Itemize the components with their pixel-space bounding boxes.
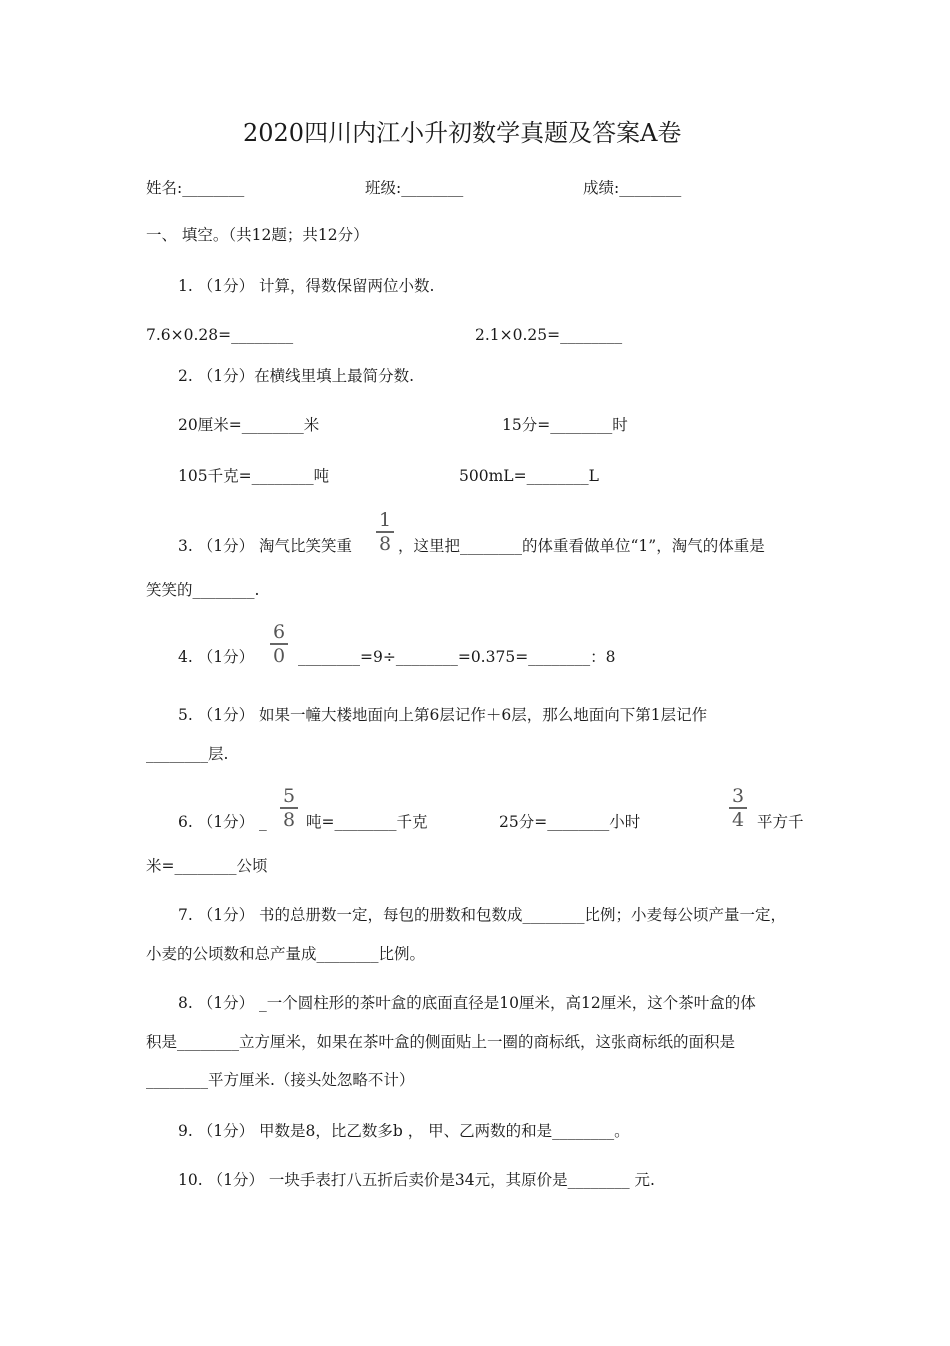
question-4-pre: 4. （1分） [178, 648, 255, 666]
class-field: 班级:________ [365, 179, 464, 197]
question-2-head: 2. （1分）在横线里填上最简分数. [178, 367, 415, 385]
page-title: 2020四川内江小升初数学真题及答案A卷 [243, 119, 682, 147]
fraction-5-8 [280, 786, 298, 830]
question-8-line3: ________平方厘米.（接头处忽略不计） [146, 1071, 415, 1089]
fraction-3-4 [729, 786, 747, 830]
question-8-line2: 积是________立方厘米，如果在茶叶盒的侧面贴上一圈的商标纸，这张商标纸的面积是 [146, 1033, 736, 1051]
question-4-post: ________=9÷________=0.375=________：8 [298, 648, 616, 666]
question-2-d: 500mL=________L [459, 467, 599, 485]
fraction-denominator: 0 [272, 644, 286, 667]
question-8-line1: 8. （1分） _一个圆柱形的茶叶盒的底面直径是10厘米，高12厘米，这个茶叶盒的体 [178, 994, 756, 1012]
section-heading: 一、 填空。（共12题；共12分） [146, 226, 369, 244]
question-1-b: 2.1×0.25=________ [475, 326, 623, 344]
question-7-line1: 7. （1分） 书的总册数一定，每包的册数和包数成________比例；小麦每公顷产量一定， [178, 906, 787, 924]
fraction-denominator: 8 [282, 808, 296, 831]
fraction-1-8 [376, 510, 394, 554]
name-field: 姓名:________ [146, 179, 245, 197]
question-5-line2: ________层. [146, 745, 229, 763]
question-10-line1: 10. （1分） 一块手表打八五折后卖价是34元，其原价是________ 元. [178, 1171, 655, 1189]
fraction-numerator: 1 [378, 509, 392, 531]
question-6-line2: 米=________公顷 [146, 857, 268, 875]
question-2-c: 105千克=________吨 [178, 467, 330, 485]
question-1-head: 1. （1分） 计算，得数保留两位小数. [178, 277, 435, 295]
fraction-6-0 [270, 622, 288, 666]
question-5-line1: 5. （1分） 如果一幢大楼地面向上第6层记作＋6层，那么地面向下第1层记作 [178, 706, 708, 724]
question-6-mid2: 25分=________小时 [499, 813, 641, 831]
question-6-post: 平方千 [757, 813, 804, 831]
question-2-b: 15分=________时 [502, 416, 628, 434]
question-3-line2: 笑笑的________. [146, 581, 260, 599]
fraction-denominator: 8 [378, 532, 392, 555]
question-9-line1: 9. （1分） 甲数是8，比乙数多b ， 甲、乙两数的和是________。 [178, 1122, 630, 1140]
fraction-numerator: 6 [272, 621, 286, 643]
fraction-numerator: 3 [731, 785, 745, 807]
fraction-denominator: 4 [731, 808, 745, 831]
question-6-pre: 6. （1分） _ [178, 813, 267, 831]
question-6-mid1: 吨=________千克 [306, 813, 428, 831]
fraction-numerator: 5 [282, 785, 296, 807]
question-3-pre: 3. （1分） 淘气比笑笑重 [178, 537, 353, 555]
question-1-a: 7.6×0.28=________ [146, 326, 294, 344]
score-field: 成绩:________ [583, 179, 682, 197]
question-3-post: ，这里把________的体重看做单位“1”，淘气的体重是 [398, 537, 765, 555]
question-2-a: 20厘米=________米 [178, 416, 320, 434]
question-7-line2: 小麦的公顷数和总产量成________比例。 [146, 945, 426, 963]
